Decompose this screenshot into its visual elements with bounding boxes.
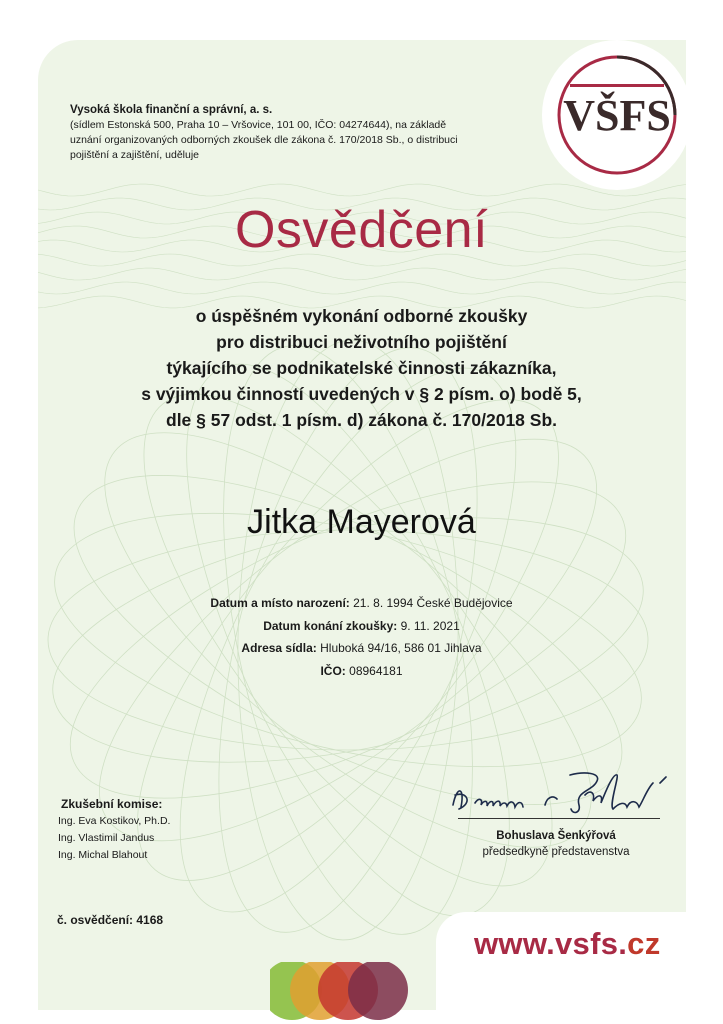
- signer-block: [478, 828, 634, 860]
- subtitle-line: pro distribuci neživotního pojištění: [216, 332, 507, 352]
- detail-value: 21. 8. 1994 České Budějovice: [353, 596, 513, 610]
- detail-value: 08964181: [349, 663, 403, 678]
- committee-member: Ing. Eva Kostikov, Ph.D.: [58, 815, 171, 827]
- committee-heading: Zkušební komise:: [61, 797, 163, 811]
- website-tld: cz: [627, 926, 661, 961]
- detail-value: Hluboká 94/16, 586 01 Jihlava: [320, 641, 482, 655]
- color-blobs-decoration: [270, 962, 420, 1024]
- website-link[interactable]: [474, 926, 661, 962]
- issuer-name: Vysoká škola finanční a správní, a. s.: [70, 104, 273, 116]
- issuer-line: uznání organizovaných odborných zkoušek dle zákona č. 170/2018 Sb., o distribuci: [70, 134, 458, 146]
- signature-line: [458, 818, 660, 819]
- committee-member: Ing. Michal Blahout: [58, 849, 148, 861]
- signer-role: předsedkyně představenstva: [482, 846, 630, 858]
- handwritten-signature: [445, 765, 685, 825]
- detail-label: Adresa sídla:: [241, 641, 317, 655]
- detail-row: [0, 592, 723, 615]
- holder-details: [0, 592, 723, 682]
- subtitle-line: dle § 57 odst. 1 písm. d) zákona č. 170/2018 Sb.: [166, 410, 557, 430]
- logo-text: VŠFS: [563, 91, 671, 140]
- detail-row: [0, 637, 723, 660]
- exam-committee: [58, 796, 170, 864]
- holder-name: Jitka Mayerová: [247, 503, 476, 541]
- detail-label: Datum konání zkoušky:: [263, 618, 398, 633]
- committee-member: Ing. Vlastimil Jandus: [58, 832, 155, 844]
- subtitle-line: týkajícího se podnikatelské činnosti zákazníka,: [166, 358, 557, 378]
- vsfs-logo-icon: [542, 40, 692, 190]
- detail-value: 9. 11. 2021: [400, 618, 460, 633]
- detail-label: Datum a místo narození:: [210, 596, 350, 610]
- certificate-subtitle: [0, 303, 723, 433]
- signer-name: Bohuslava Šenkýřová: [496, 830, 616, 842]
- guilloche-wave: [38, 282, 686, 294]
- detail-row: [0, 615, 723, 638]
- subtitle-line: o úspěšném vykonání odborné zkoušky: [195, 306, 528, 326]
- guilloche-wave: [38, 268, 686, 280]
- color-blob: [348, 962, 408, 1020]
- website-main: www.vsfs.: [474, 926, 628, 961]
- certificate-title: Osvědčení: [234, 201, 489, 259]
- issuer-line: (sídlem Estonská 500, Praha 10 – Vršovice, 101 00, IČO: 04274644), na základě: [70, 119, 447, 131]
- issuer-line: pojištění a zajištění, uděluje: [70, 149, 199, 161]
- issuer-block: [70, 103, 540, 163]
- certificate-number: č. osvědčení: 4168: [57, 913, 164, 927]
- subtitle-line: s výjimkou činností uvedených v § 2 písm. o) bodě 5,: [141, 384, 582, 404]
- logo-badge: [542, 40, 692, 190]
- detail-row: [0, 660, 723, 683]
- detail-label: IČO:: [320, 663, 346, 678]
